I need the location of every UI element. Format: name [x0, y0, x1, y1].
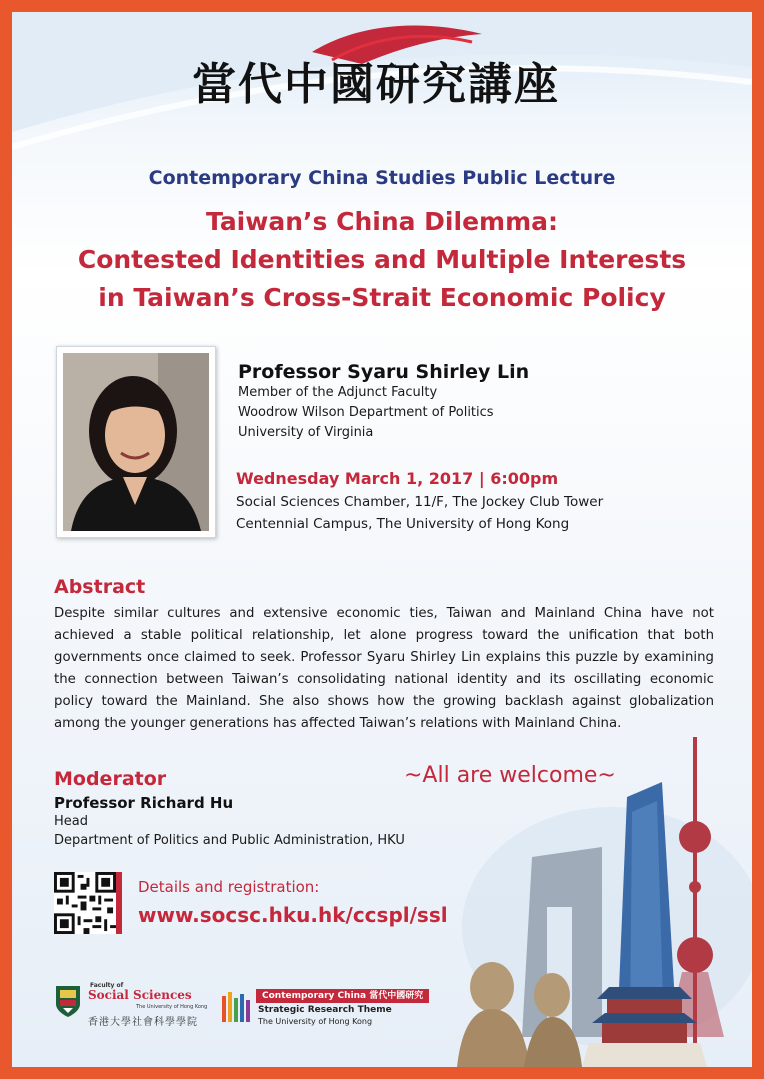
qr-code-icon[interactable] [54, 872, 116, 934]
faculty-chinese-name: 香港大學社會科學學院 [88, 1017, 198, 1028]
strategic-research-theme: Strategic Research Theme [258, 1005, 392, 1015]
contemporary-china-logo-icon [222, 990, 252, 1024]
registration-label: Details and registration: [138, 878, 320, 896]
faculty-of-label: Faculty of [90, 982, 124, 989]
cc-university: The University of Hong Kong [258, 1017, 373, 1026]
faculty-university: The University of Hong Kong [136, 1004, 208, 1010]
moderator-name: Professor Richard Hu [54, 794, 234, 812]
qr-accent-bar [116, 872, 122, 934]
speaker-affiliation-line: Member of the Adjunct Faculty [238, 385, 438, 400]
faculty-name: Social Sciences [88, 988, 192, 1002]
chinese-series-title: 當代中國研究講座 [192, 59, 560, 110]
series-title: Contemporary China Studies Public Lecture [148, 167, 616, 189]
speaker-affiliation-line: Woodrow Wilson Department of Politics [238, 405, 494, 420]
poster [12, 12, 752, 1067]
lecture-title-line-2: Contested Identities and Multiple Interests [77, 245, 687, 274]
event-datetime: Wednesday March 1, 2017 | 6:00pm [236, 469, 559, 488]
lecture-title-line-1: Taiwan’s China Dilemma: [205, 207, 558, 236]
venue-line: Centennial Campus, The University of Hong Kong [236, 516, 570, 532]
venue-line: Social Sciences Chamber, 11/F, The Jockey Club Tower [236, 494, 604, 510]
speaker-photo [56, 346, 216, 538]
abstract-text: Despite similar cultures and extensive economic ties, Taiwan and Mainland China have not achieved a stable political relationship, let alone progress toward the unification that both governments once claimed to seek. Professor Syaru Shirley Lin explains this puzzle by examining the connection between Taiwan’s consolidating national identity and its oscillating economic policy toward the Mainland. She also shows how the growing backlash against globalization among the younger generations has affected Taiwan’s relations with Mainland China. [54, 606, 714, 731]
speaker-affiliation-line: University of Virginia [238, 425, 374, 440]
contemporary-china-badge: Contemporary China 當代中國研究 [256, 989, 429, 1003]
registration-link[interactable]: www.socsc.hku.hk/ccspl/ssl [138, 903, 448, 927]
speaker-name: Professor Syaru Shirley Lin [238, 361, 530, 383]
hku-crest-icon [54, 984, 82, 1018]
abstract-heading: Abstract [54, 576, 146, 598]
moderator-line: Department of Politics and Public Administration, HKU [54, 833, 405, 848]
moderator-heading: Moderator [54, 768, 167, 790]
lecture-title-line-3: in Taiwan’s Cross-Strait Economic Policy [98, 283, 666, 312]
moderator-line: Head [54, 814, 88, 829]
welcome-message: ~All are welcome~ [404, 763, 616, 788]
